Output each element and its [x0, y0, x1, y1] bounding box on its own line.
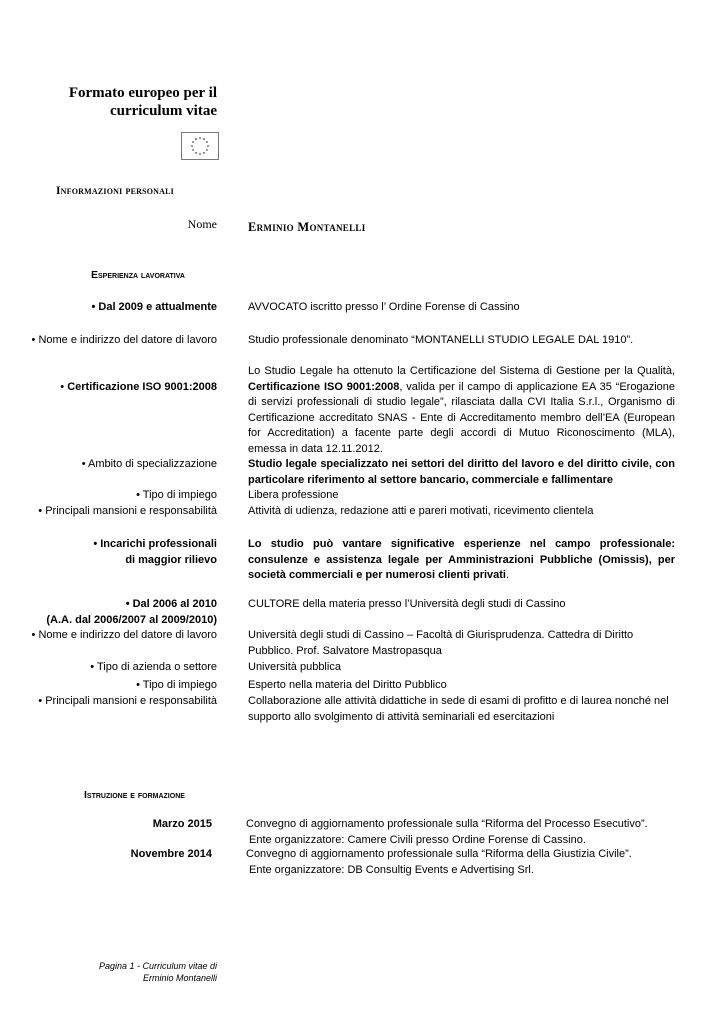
job1-assignments-label: • Incarichi professionali di maggior rilievo — [93, 538, 217, 566]
job2-period-label — [10, 597, 217, 628]
edu-item-2-line2: Ente organizzatore: DB Consultig Events e Advertising Srl. — [249, 863, 534, 876]
eu-star-icon — [195, 152, 197, 154]
job1-iso-label — [20, 380, 217, 396]
eu-star-icon — [206, 149, 208, 151]
edu-item-1-line1: Convegno di aggiornamento professionale sulla “Riforma del Processo Esecutivo”. — [246, 818, 648, 830]
edu-date-2: Novembre 2014 — [130, 848, 212, 860]
job1-specialization-value: Studio legale specializzato nei settori del diritto del lavoro e del diritto civile, con particolare riferimento al settore bancario, commerciale e fallimentare — [248, 458, 675, 486]
cv-title — [40, 84, 217, 120]
job1-duties-label: • Principali mansioni e responsabilità — [38, 505, 217, 517]
eu-star-icon — [199, 153, 201, 155]
job2-employer-value: Università degli studi di Cassino – Facoltà di Giurisprudenza. Cattedra di Diritto Pubblico. Prof. Salvatore Mastropasqua — [248, 629, 634, 657]
eu-star-icon — [203, 138, 205, 140]
eu-star-icon — [199, 137, 201, 139]
job2-employer-label: • Nome e indirizzo del datore di lavoro — [31, 629, 217, 641]
edu-item-2-line1: Convegno di aggiornamento professionale sulla “Riforma della Giustizia Civile”. — [246, 848, 632, 860]
job1-iso-text-bold: Certificazione ISO 9001:2008 — [248, 380, 400, 393]
footer-line2: Erminio Montanelli — [142, 973, 217, 983]
eu-star-icon — [195, 138, 197, 140]
eu-star-icon — [203, 152, 205, 154]
job1-assignments-value — [248, 537, 675, 584]
job2-duties-label: • Principali mansioni e responsabilità — [38, 695, 217, 707]
job1-employment-type-value: Libera professione — [248, 489, 339, 501]
eu-star-icon — [207, 145, 209, 147]
name-label: Nome — [187, 217, 217, 231]
eu-star-icon — [192, 141, 194, 143]
edu-item-1 — [246, 817, 686, 848]
job1-iso-label-bullet: • — [60, 381, 68, 393]
eu-star-icon — [191, 145, 193, 147]
job2-period-label-1: • Dal 2006 al 2010 — [125, 598, 217, 610]
page-footer — [60, 960, 217, 984]
job1-employer-label: • Nome e indirizzo del datore di lavoro — [31, 334, 217, 346]
job1-iso-value — [248, 364, 675, 457]
job1-assignments-text: Lo studio può vantare significative esperienze nel campo professionale: consulenze e assistenza legale per Amministrazioni Pubbliche (Omissis), per società commerciali e per numerosi clienti privati — [248, 538, 675, 581]
name-value: Erminio Montanelli — [248, 220, 366, 234]
job2-period-value: CULTORE della materia presso l’Università degli studi di Cassino — [248, 598, 566, 610]
eu-star-icon — [206, 141, 208, 143]
eu-flag-logo — [181, 132, 219, 160]
job2-company-type-label: • Tipo di azienda o settore — [90, 661, 217, 673]
footer-line1: Pagina 1 - Curriculum vitae di — [98, 961, 217, 971]
job1-employer-value: Studio professionale denominato “MONTANELLI STUDIO LEGALE DAL 1910”. — [248, 334, 634, 346]
job1-assignments-end: . — [506, 569, 510, 581]
job2-duties-value: Collaborazione alle attività didattiche in sede di esami di profitto e di laurea nonché nel supporto allo svolgimento di attività seminariali ed esercitazioni — [248, 695, 669, 723]
eu-stars-icon — [182, 133, 218, 159]
job1-specialization-label: • Ambito di specializzazione — [81, 458, 217, 470]
job1-iso-text-1: Lo Studio Legale ha ottenuto la Certificazione del Sistema di Gestione per la Qualità, — [248, 365, 675, 377]
job2-company-type-value: Università pubblica — [248, 661, 341, 673]
job2-period-label-2: (A.A. dal 2006/2007 al 2009/2010) — [46, 613, 217, 626]
job2-employment-type-label: • Tipo di impiego — [136, 679, 217, 691]
job1-period-label: • Dal 2009 e attualmente — [91, 301, 217, 313]
job1-iso-text-2: , valida per il campo di applicazione EA 35 “Erogazione di servizi professionali di studio legale”, rilasciata dalla CVI Italia S.r.l., Organismo di Certificazione accreditato SNAS - Ente di Accreditamento membro dell’EA (European for Accreditation) a facente parte degli accordi di Mutuo Riconoscimento (MLA), emessa in data 12.11.2012. — [248, 380, 675, 455]
job1-duties-value: Attività di udienza, redazione atti e pareri motivati, ricevimento clientela — [248, 505, 594, 517]
job1-iso-label-text: Certificazione ISO 9001:2008 — [67, 381, 217, 393]
section-education: Istruzione e formazione — [84, 789, 185, 801]
job2-employment-type-value: Esperto nella materia del Diritto Pubblico — [248, 679, 447, 691]
job1-employment-type-label: • Tipo di impiego — [136, 489, 217, 501]
cv-title-line2: curriculum vitae — [109, 103, 217, 119]
section-personal-info: Informazioni personali — [56, 185, 174, 197]
section-work-experience: Esperienza lavorativa — [91, 269, 185, 281]
eu-star-icon — [192, 149, 194, 151]
edu-item-1-line2: Ente organizzatore: Camere Civili presso Ordine Forense di Cassino. — [249, 833, 586, 846]
edu-item-2 — [246, 847, 686, 878]
job1-period-value: AVVOCATO iscritto presso l’ Ordine Forense di Cassino — [248, 301, 520, 313]
cv-title-line1: Formato europeo per il — [68, 85, 217, 101]
edu-date-1: Marzo 2015 — [152, 818, 212, 830]
